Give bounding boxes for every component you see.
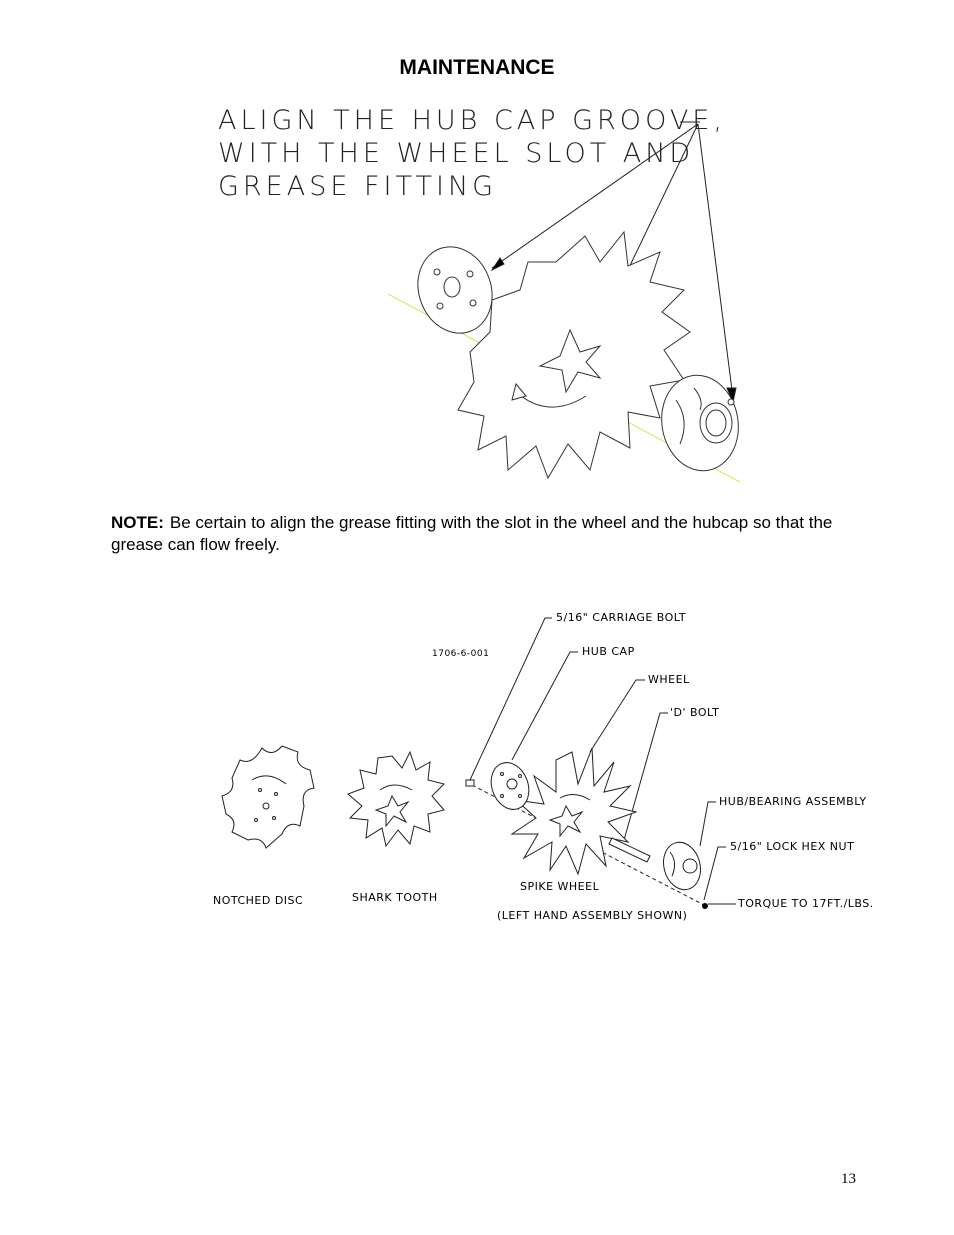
small-hub-cap-drawing bbox=[485, 757, 535, 814]
spike-wheel-drawing bbox=[512, 748, 636, 874]
lock-nut-drawing bbox=[702, 903, 708, 909]
shark-tooth-drawing bbox=[348, 752, 444, 846]
note-paragraph bbox=[111, 512, 851, 556]
figure-hub-alignment bbox=[0, 0, 954, 520]
leader-fitting bbox=[698, 124, 733, 398]
note-label: NOTE: bbox=[111, 513, 164, 532]
d-bolt-drawing bbox=[609, 838, 650, 862]
label-hub-bearing: HUB/BEARING ASSEMBLY bbox=[719, 795, 867, 808]
label-hub-cap: HUB CAP bbox=[582, 645, 635, 658]
page-number: 13 bbox=[841, 1171, 856, 1187]
label-d-bolt: 'D' BOLT bbox=[670, 706, 720, 719]
hub-cap-drawing bbox=[406, 236, 504, 343]
carriage-bolt-drawing bbox=[466, 780, 474, 786]
label-spike-wheel: SPIKE WHEEL bbox=[520, 880, 600, 893]
page-title: MAINTENANCE bbox=[399, 56, 555, 79]
hub-bearing-drawing bbox=[654, 369, 746, 477]
label-shark-tooth: SHARK TOOTH bbox=[352, 891, 438, 904]
small-hub-bearing-drawing bbox=[658, 838, 705, 894]
callout-line-3: GREASE FITTING bbox=[218, 171, 498, 202]
leader-hubcap bbox=[492, 124, 698, 268]
label-assembly-note: (LEFT HAND ASSEMBLY SHOWN) bbox=[497, 909, 688, 922]
note-text: Be certain to align the grease fitting with the slot in the wheel and the hubcap so that the grease can flow freely. bbox=[111, 513, 833, 554]
label-lock-nut: 5/16" LOCK HEX NUT bbox=[730, 840, 855, 853]
label-carriage-bolt: 5/16" CARRIAGE BOLT bbox=[556, 611, 687, 624]
drawing-number: 1706-6-001 bbox=[432, 649, 490, 659]
label-wheel: WHEEL bbox=[648, 673, 690, 686]
callout-line-1: ALIGN THE HUB CAP GROOVE, bbox=[218, 105, 726, 136]
label-torque: TORQUE TO 17FT./LBS. bbox=[738, 897, 874, 910]
arrowhead-hubcap bbox=[492, 258, 504, 270]
callout-line-2: WITH THE WHEEL SLOT AND bbox=[218, 138, 695, 169]
notched-disc-drawing bbox=[222, 746, 314, 848]
label-notched-disc: NOTCHED DISC bbox=[213, 894, 304, 907]
